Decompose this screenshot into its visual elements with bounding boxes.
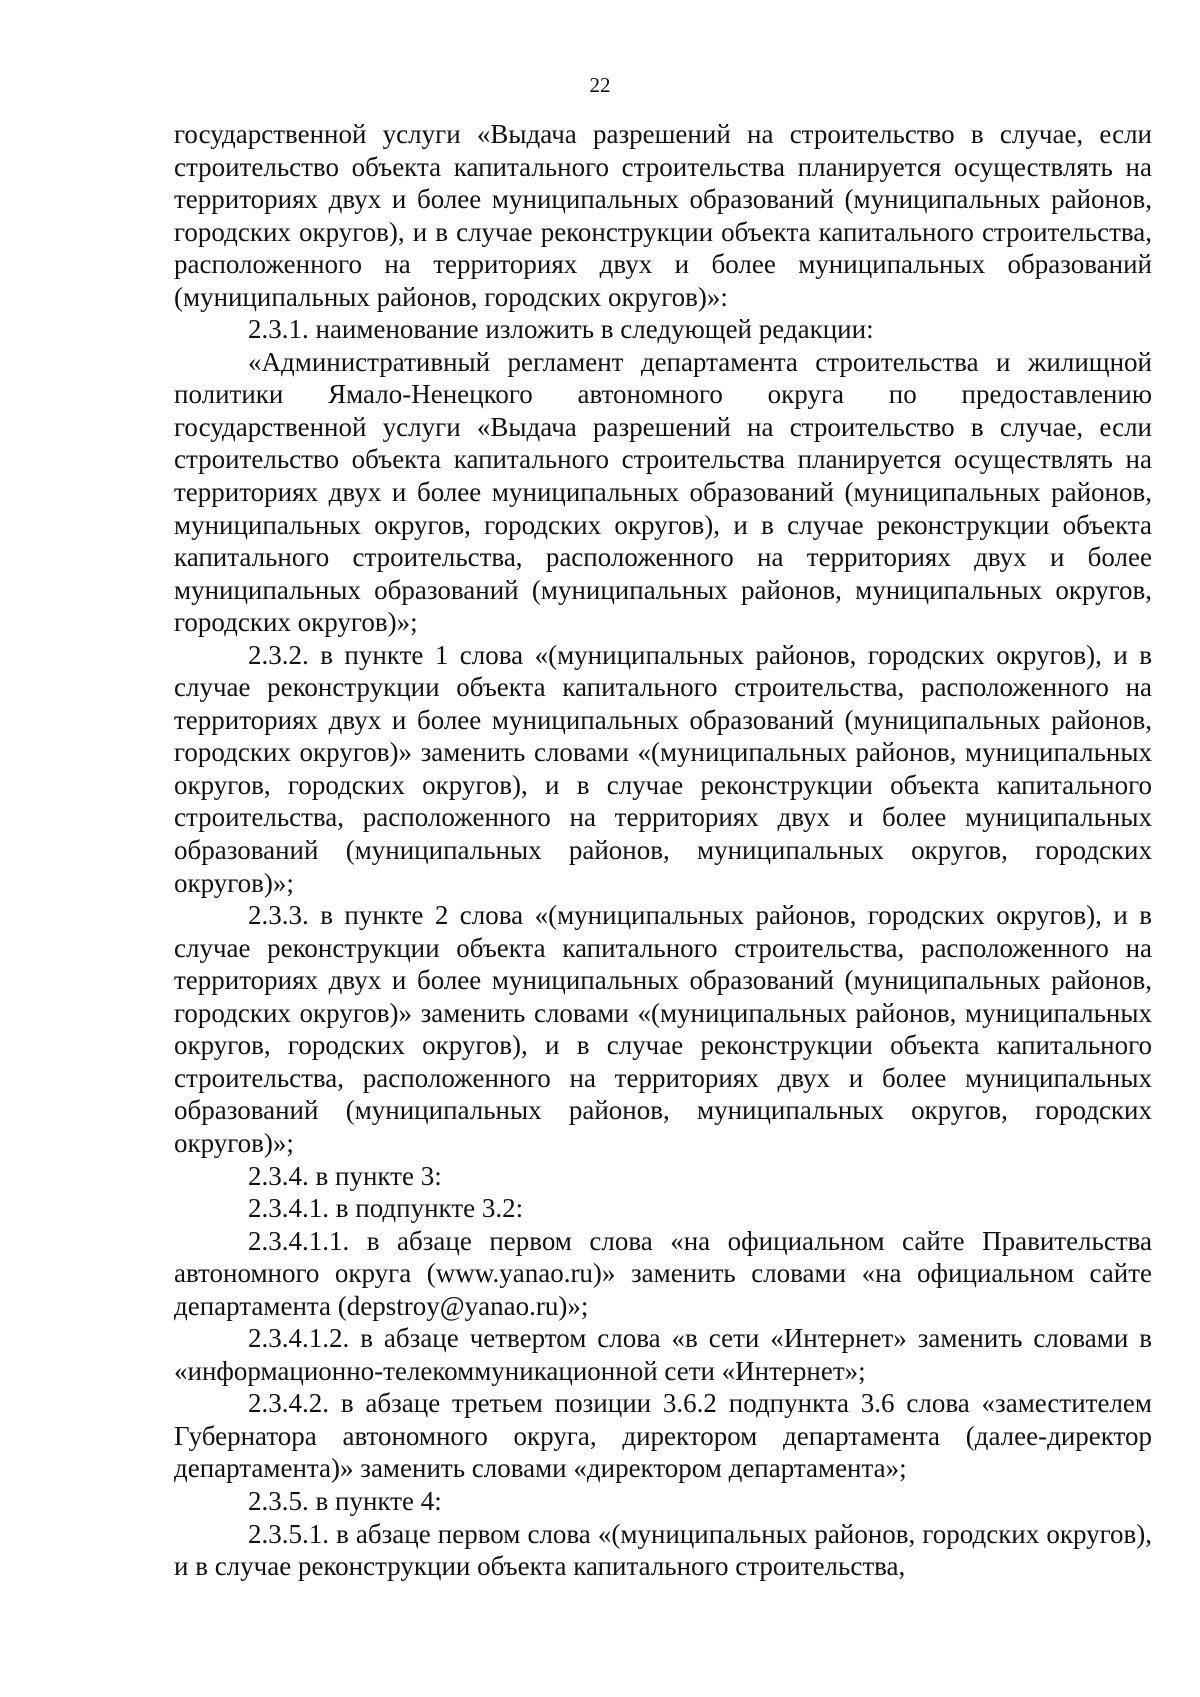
paragraph: 2.3.4.2. в абзаце третьем позиции 3.6.2 подпункта 3.6 слова «заместителем Губернатора автономного округа, директором департамента (далее-директор департамента)» заменить словами «директором департамента»; bbox=[174, 1388, 1152, 1484]
paragraph: 2.3.5.1. в абзаце первом слова «(муниципальных районов, городских округов), и в случае реконструкции объекта капитального строительства, bbox=[174, 1518, 1152, 1582]
paragraph: 2.3.4.1.1. в абзаце первом слова «на официальном сайте Правительства автономного округа (www.yanao.ru)» заменить словами «на официальном сайте департамента (depstroy@yanao.ru)»; bbox=[174, 1225, 1152, 1321]
paragraph: государственной услуги «Выдача разрешений на строительство в случае, если строительство объекта капитального строительства планируется осуществлять на территориях двух и более муниципальных образований (муниципальных районов, городских округов), и в случае реконструкции объекта капитального строительства, расположенного на территориях двух и более муниципальных образований (муниципальных районов, городских округов)»: bbox=[174, 119, 1152, 312]
paragraph: 2.3.1. наименование изложить в следующей редакции: bbox=[248, 314, 874, 345]
paragraph: «Административный регламент департамента строительства и жилищной политики Ямало-Ненецкого автономного округа по предоставлению государственной услуги «Выдача разрешений на строительство в случае, если строительство объекта капитального строительства планируется осуществлять на территориях двух и более муниципальных образований (муниципальных районов, муниципальных округов, городских округов), и в случае реконструкции объекта капитального строительства, расположенного на территориях двух и более муниципальных образований (муниципальных районов, муниципальных округов, городских округов)»; bbox=[174, 346, 1152, 638]
paragraph: 2.3.5. в пункте 4: bbox=[248, 1485, 442, 1516]
document-body bbox=[174, 118, 1152, 1583]
paragraph: 2.3.2. в пункте 1 слова «(муниципальных районов, городских округов), и в случае реконструкции объекта капитального строительства, расположенного на территориях двух и более муниципальных образований (муниципальных районов, городских округов)» заменить словами «(муниципальных районов, муниципальных округов, городских округов), и в случае реконструкции объекта капитального строительства, расположенного на территориях двух и более муниципальных образований (муниципальных районов, муниципальных округов, городских округов)»; bbox=[174, 639, 1152, 898]
paragraph: 2.3.4. в пункте 3: bbox=[248, 1160, 442, 1191]
paragraph: 2.3.3. в пункте 2 слова «(муниципальных районов, городских округов), и в случае реконструкции объекта капитального строительства, расположенного на территориях двух и более муниципальных образований (муниципальных районов, городских округов)» заменить словами «(муниципальных районов, муниципальных округов, городских округов), и в случае реконструкции объекта капитального строительства, расположенного на территориях двух и более муниципальных образований (муниципальных районов, муниципальных округов, городских округов)»; bbox=[174, 900, 1152, 1158]
paragraph: 2.3.4.1. в подпункте 3.2: bbox=[248, 1193, 524, 1224]
paragraph: 2.3.4.1.2. в абзаце четвертом слова «в сети «Интернет» заменить словами в «информационно-телекоммуникационной сети «Интернет»; bbox=[174, 1323, 1152, 1386]
page-number: 22 bbox=[589, 73, 611, 97]
